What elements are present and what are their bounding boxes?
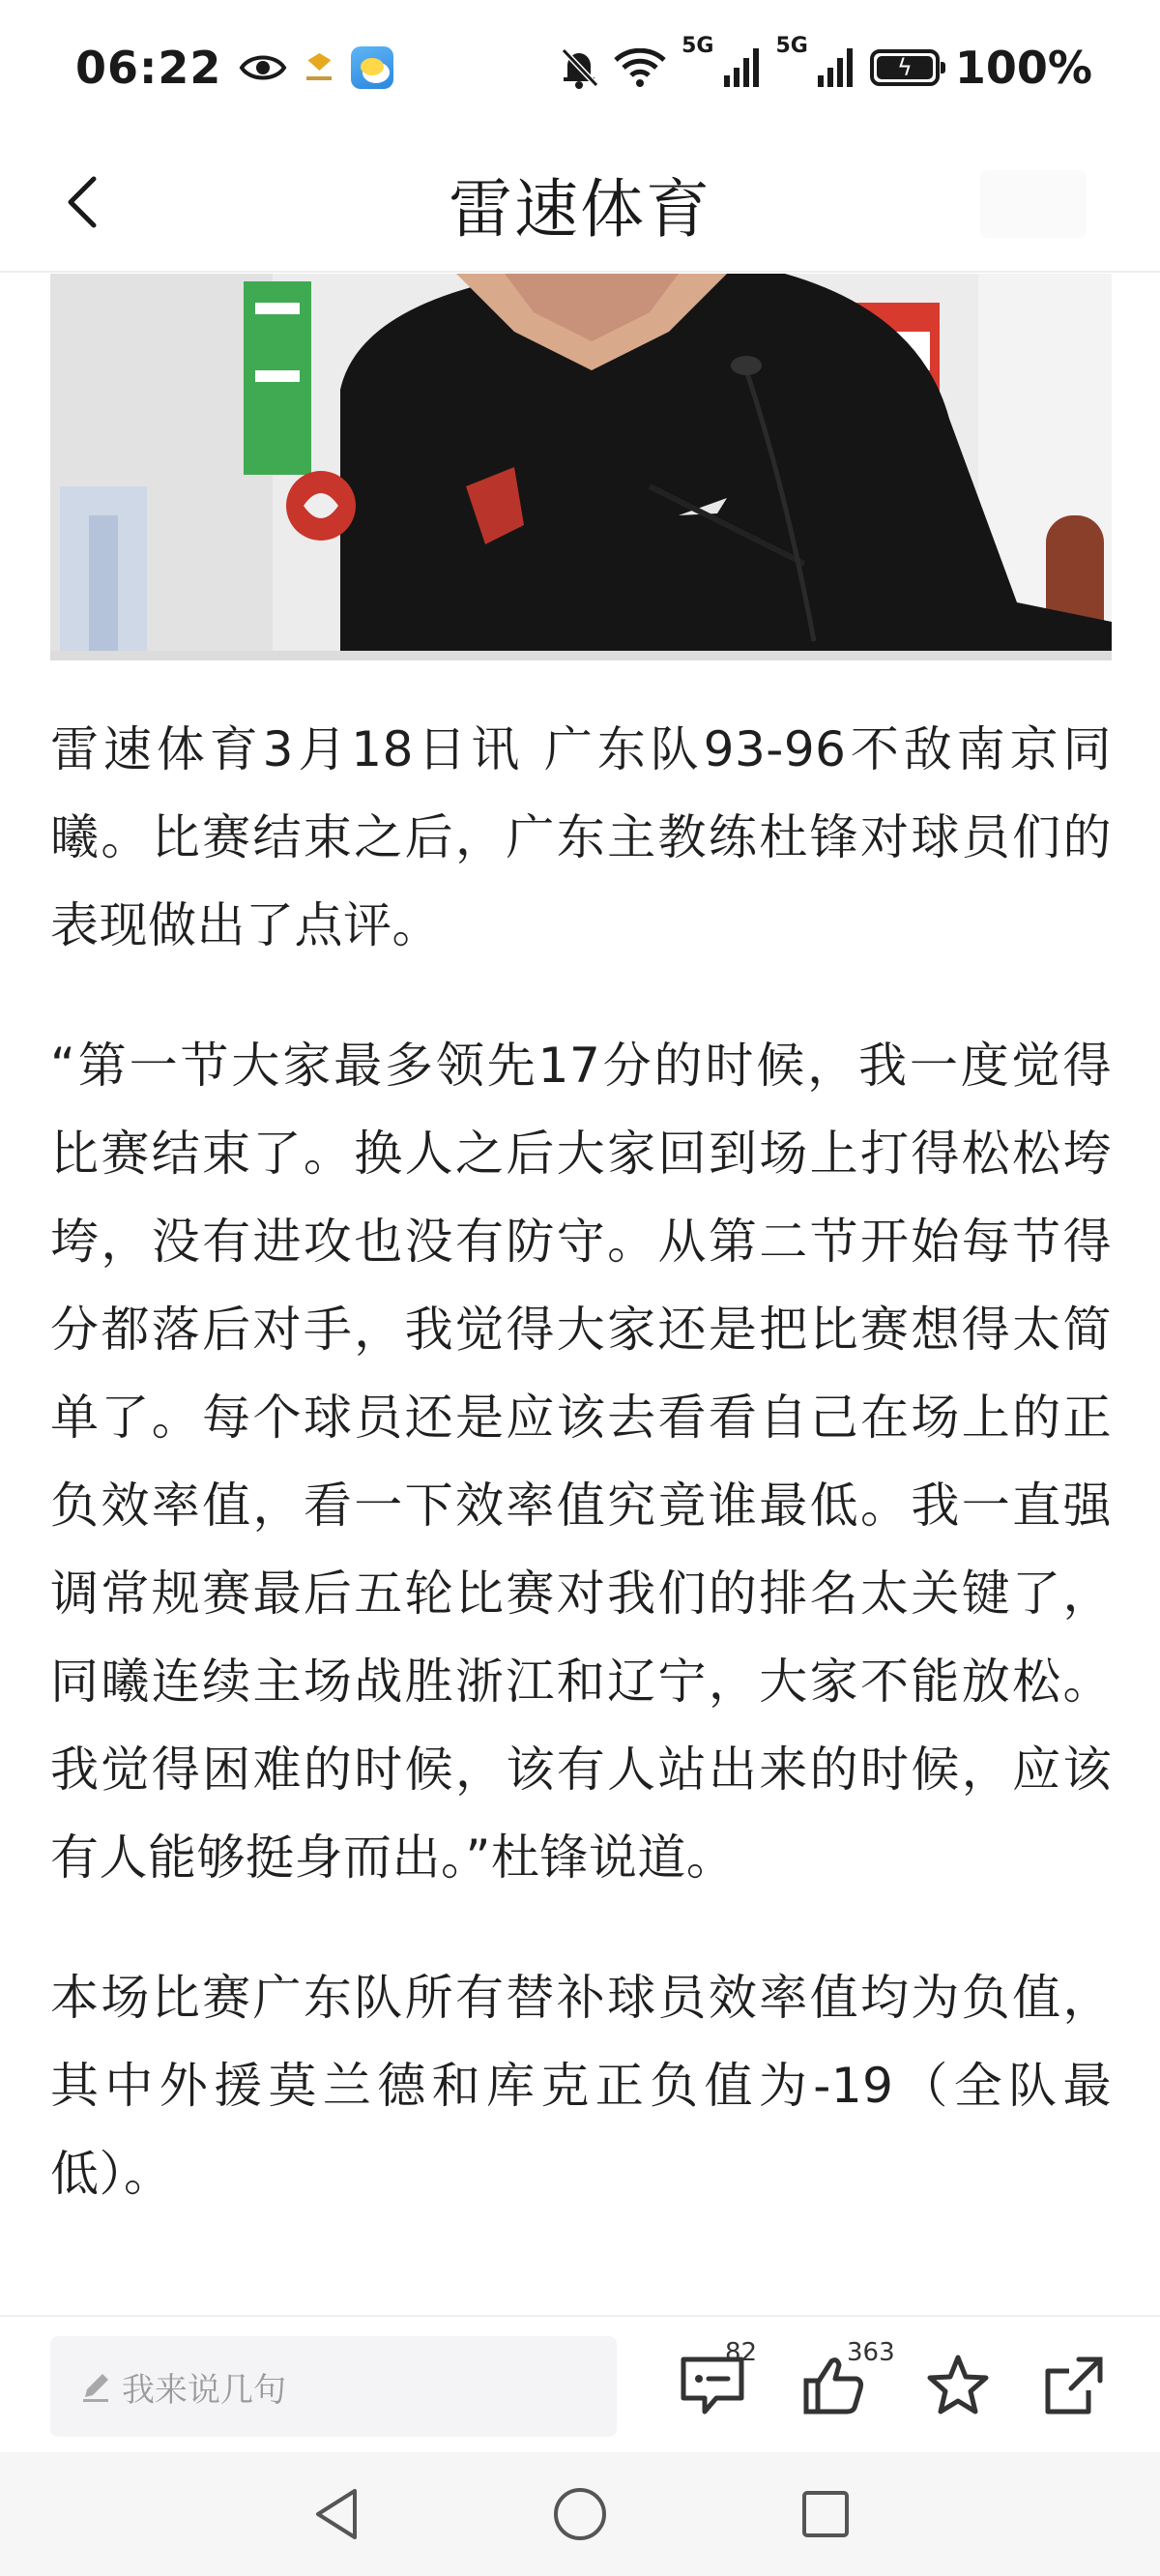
nav-home-button[interactable] (549, 2483, 611, 2545)
comment-count: 82 (725, 2338, 758, 2367)
battery-icon: ϟ (870, 49, 940, 86)
article-paragraph-2: “第一节大家最多领先17分的时候，我一度觉得比赛结束了。换人之后大家回到场上打得松松垮垮，没有进攻也没有防守。从第二节开始每节得分都落后对手，我觉得大家还是把比赛想得太简单了。每个球员还是应该去看看自己在场上的正负效率值，看一下效率值究竟谁最低。我一直强调常规赛最后五轮比赛对我们的排名太关键了，同曦连续主场战胜浙江和辽宁，大家不能放松。我觉得困难的时候，该有人站出来的时候，应该有人能够挺身而出。”杜锋说道。 (50, 1038, 1112, 1886)
pen-icon (79, 2370, 112, 2403)
comment-placeholder: 我来说几句 (122, 2370, 286, 2410)
star-icon (924, 2352, 992, 2419)
header-action-slot[interactable] (980, 170, 1087, 238)
network-type-2: 5G (775, 34, 808, 58)
honor-app-icon (304, 49, 334, 86)
mute-bell-icon (560, 46, 598, 89)
circle-home-icon (551, 2485, 609, 2543)
wifi-icon (614, 48, 666, 87)
bottom-action-bar (0, 2315, 1160, 2452)
square-recents-icon (798, 2487, 853, 2541)
eye-icon (239, 51, 287, 84)
title-bar (0, 135, 1160, 273)
share-button[interactable] (1030, 2342, 1117, 2429)
weather-icon (351, 46, 393, 89)
share-icon (1040, 2352, 1108, 2419)
favorite-button[interactable] (914, 2342, 1001, 2429)
comment-button[interactable] (669, 2338, 758, 2429)
article-paragraph-1: 雷速体育3月18日讯 广东队93-96不敌南京同曦。比赛结束之后，广东主教练杜锋对球员们的表现做出了点评。 (50, 721, 1112, 953)
battery-level: 100% (954, 42, 1092, 94)
status-bar (0, 0, 1160, 135)
status-time: 06:22 (75, 42, 222, 94)
like-count: 363 (847, 2338, 895, 2367)
signal-icon-2 (818, 48, 855, 87)
chevron-left-icon (63, 173, 102, 231)
article-hero-image (50, 274, 1112, 660)
nav-recents-button[interactable] (795, 2483, 856, 2545)
like-button[interactable] (791, 2338, 895, 2429)
network-type-1: 5G (682, 34, 714, 58)
page-title: 雷速体育 (449, 171, 711, 247)
system-nav-bar (0, 2452, 1160, 2576)
back-button[interactable] (48, 168, 116, 236)
triangle-back-icon (312, 2487, 361, 2541)
article-paragraph-3: 本场比赛广东队所有替补球员效率值均为负值，其中外援莫兰德和库克正负值为-19（全队最低）。 (50, 1970, 1112, 2202)
article-body (50, 706, 1112, 2270)
comment-input[interactable] (50, 2336, 617, 2437)
nav-back-button[interactable] (305, 2483, 367, 2545)
signal-icon-1 (724, 48, 761, 87)
